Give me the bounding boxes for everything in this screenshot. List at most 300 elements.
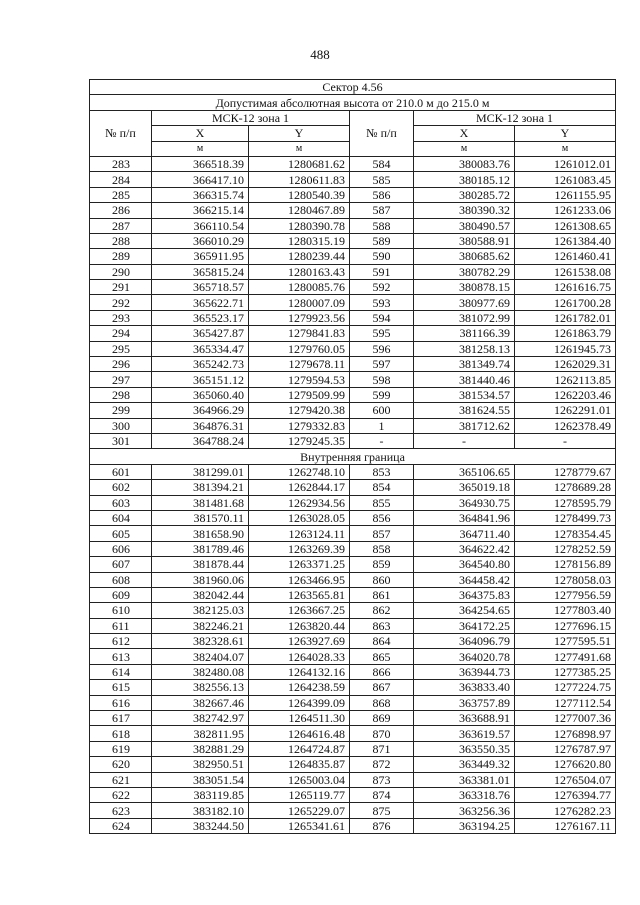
point-number: 285 <box>90 187 152 202</box>
x-coordinate-2: 364841.96 <box>414 510 515 525</box>
x-coordinate-2: 363381.01 <box>414 772 515 787</box>
x-coordinate: 381960.06 <box>152 572 249 587</box>
table-row <box>90 372 616 387</box>
x-coordinate: 365060.40 <box>152 387 249 402</box>
point-number-2: 872 <box>350 757 414 772</box>
x-coordinate-2: 363619.57 <box>414 726 515 741</box>
table-row <box>90 233 616 248</box>
column-y-right: Y <box>515 126 616 141</box>
table-row <box>90 187 616 202</box>
y-coordinate-2: 1261083.45 <box>515 172 616 187</box>
y-coordinate-2: 1261460.41 <box>515 249 616 264</box>
x-coordinate: 364966.29 <box>152 403 249 418</box>
y-coordinate-2: 1276620.80 <box>515 757 616 772</box>
table-row <box>90 634 616 649</box>
x-coordinate-2: 364930.75 <box>414 495 515 510</box>
x-coordinate-2: 364622.42 <box>414 541 515 556</box>
x-coordinate-2: 364020.78 <box>414 649 515 664</box>
point-number-2: 874 <box>350 787 414 802</box>
point-number: 622 <box>90 787 152 802</box>
section-divider <box>90 449 616 464</box>
y-coordinate-2: 1277595.51 <box>515 634 616 649</box>
x-coordinate-2: 364254.65 <box>414 603 515 618</box>
table-row <box>90 787 616 802</box>
point-number: 608 <box>90 572 152 587</box>
table-row <box>90 510 616 525</box>
point-number-2: 858 <box>350 541 414 556</box>
x-coordinate: 366215.14 <box>152 203 249 218</box>
y-coordinate: 1280540.39 <box>249 187 350 202</box>
x-coordinate-2: 380588.91 <box>414 233 515 248</box>
y-coordinate-2: 1276504.07 <box>515 772 616 787</box>
x-coordinate: 381570.11 <box>152 510 249 525</box>
x-coordinate-2: 380083.76 <box>414 156 515 171</box>
x-coordinate: 382556.13 <box>152 680 249 695</box>
x-coordinate: 382811.95 <box>152 726 249 741</box>
x-coordinate: 365815.24 <box>152 264 249 279</box>
y-coordinate-2: 1262203.46 <box>515 387 616 402</box>
table-row <box>90 156 616 171</box>
point-number-2: 598 <box>350 372 414 387</box>
y-coordinate: 1279678.11 <box>249 357 350 372</box>
x-coordinate-2: - <box>414 433 515 448</box>
point-number-2: 861 <box>350 587 414 602</box>
point-number: 299 <box>90 403 152 418</box>
table-row <box>90 418 616 433</box>
point-number: 287 <box>90 218 152 233</box>
point-number-2: 875 <box>350 803 414 818</box>
point-number: 611 <box>90 618 152 633</box>
section-title: Внутренняя граница <box>90 449 616 464</box>
x-coordinate-2: 363833.40 <box>414 680 515 695</box>
point-number-2: 600 <box>350 403 414 418</box>
table-row <box>90 495 616 510</box>
table-row <box>90 433 616 448</box>
point-number-2: 595 <box>350 326 414 341</box>
x-coordinate: 381789.46 <box>152 541 249 556</box>
point-number: 624 <box>90 818 152 833</box>
table-row <box>90 264 616 279</box>
y-coordinate-2: 1261308.65 <box>515 218 616 233</box>
x-coordinate-2: 381258.13 <box>414 341 515 356</box>
table-row <box>90 280 616 295</box>
table-row <box>90 680 616 695</box>
y-coordinate: 1264511.30 <box>249 711 350 726</box>
coordinate-system-right: МСК-12 зона 1 <box>414 110 616 125</box>
y-coordinate-2: 1262291.01 <box>515 403 616 418</box>
table-row <box>90 172 616 187</box>
point-number-2: 873 <box>350 772 414 787</box>
table-row <box>90 695 616 710</box>
x-coordinate: 382328.61 <box>152 634 249 649</box>
y-coordinate: 1279760.05 <box>249 341 350 356</box>
x-coordinate-2: 381712.62 <box>414 418 515 433</box>
x-coordinate: 365151.12 <box>152 372 249 387</box>
point-number: 620 <box>90 757 152 772</box>
y-coordinate: 1280085.76 <box>249 280 350 295</box>
y-coordinate-2: - <box>515 433 616 448</box>
point-number: 292 <box>90 295 152 310</box>
x-coordinate: 364788.24 <box>152 433 249 448</box>
x-coordinate: 365718.57 <box>152 280 249 295</box>
point-number: 613 <box>90 649 152 664</box>
y-coordinate: 1279332.83 <box>249 418 350 433</box>
x-coordinate: 382246.21 <box>152 618 249 633</box>
y-coordinate: 1280390.78 <box>249 218 350 233</box>
y-coordinate: 1280239.44 <box>249 249 350 264</box>
table-row <box>90 818 616 833</box>
point-number: 618 <box>90 726 152 741</box>
table-row <box>90 757 616 772</box>
x-coordinate: 365911.95 <box>152 249 249 264</box>
x-coordinate: 382125.03 <box>152 603 249 618</box>
x-coordinate: 366518.39 <box>152 156 249 171</box>
table-row <box>90 664 616 679</box>
x-coordinate: 366010.29 <box>152 233 249 248</box>
point-number-2: 862 <box>350 603 414 618</box>
table-row <box>90 295 616 310</box>
x-coordinate-2: 363318.76 <box>414 787 515 802</box>
table-header <box>90 80 616 157</box>
point-number: 294 <box>90 326 152 341</box>
point-number-2: 854 <box>350 480 414 495</box>
point-number: 623 <box>90 803 152 818</box>
y-coordinate-2: 1276898.97 <box>515 726 616 741</box>
x-coordinate-2: 363194.25 <box>414 818 515 833</box>
point-number: 293 <box>90 310 152 325</box>
x-coordinate: 383244.50 <box>152 818 249 833</box>
unit-y-right: м <box>515 141 616 156</box>
y-coordinate: 1263028.05 <box>249 510 350 525</box>
y-coordinate-2: 1277491.68 <box>515 649 616 664</box>
point-number: 616 <box>90 695 152 710</box>
point-number: 606 <box>90 541 152 556</box>
x-coordinate: 365334.47 <box>152 341 249 356</box>
point-number: 607 <box>90 557 152 572</box>
y-coordinate-2: 1276787.97 <box>515 741 616 756</box>
y-coordinate-2: 1261700.28 <box>515 295 616 310</box>
y-coordinate-2: 1278499.73 <box>515 510 616 525</box>
y-coordinate: 1263927.69 <box>249 634 350 649</box>
table-row <box>90 741 616 756</box>
y-coordinate: 1263466.95 <box>249 572 350 587</box>
inner-boundary-rows <box>90 464 616 833</box>
y-coordinate-2: 1277956.59 <box>515 587 616 602</box>
sector-title: Сектор 4.56 <box>90 80 616 95</box>
y-coordinate-2: 1277112.54 <box>515 695 616 710</box>
y-coordinate: 1264835.87 <box>249 757 350 772</box>
y-coordinate: 1279245.35 <box>249 433 350 448</box>
point-number-2: 867 <box>350 680 414 695</box>
y-coordinate-2: 1262378.49 <box>515 418 616 433</box>
table-row <box>90 464 616 479</box>
y-coordinate: 1264028.33 <box>249 649 350 664</box>
point-number: 610 <box>90 603 152 618</box>
y-coordinate: 1264238.59 <box>249 680 350 695</box>
x-coordinate-2: 380185.12 <box>414 172 515 187</box>
table-row <box>90 772 616 787</box>
y-coordinate: 1279594.53 <box>249 372 350 387</box>
y-coordinate-2: 1261012.01 <box>515 156 616 171</box>
point-number-2: 594 <box>350 310 414 325</box>
y-coordinate-2: 1277385.25 <box>515 664 616 679</box>
table-row <box>90 403 616 418</box>
x-coordinate: 364876.31 <box>152 418 249 433</box>
y-coordinate: 1264132.16 <box>249 664 350 679</box>
y-coordinate: 1265003.04 <box>249 772 350 787</box>
y-coordinate: 1263124.11 <box>249 526 350 541</box>
x-coordinate: 366417.10 <box>152 172 249 187</box>
x-coordinate-2: 363256.36 <box>414 803 515 818</box>
point-number: 621 <box>90 772 152 787</box>
coordinate-system-left: МСК-12 зона 1 <box>152 110 350 125</box>
point-number-2: 593 <box>350 295 414 310</box>
x-coordinate-2: 380878.15 <box>414 280 515 295</box>
y-coordinate: 1264399.09 <box>249 695 350 710</box>
point-number: 301 <box>90 433 152 448</box>
x-coordinate: 381658.90 <box>152 526 249 541</box>
x-coordinate: 383051.54 <box>152 772 249 787</box>
y-coordinate-2: 1278058.03 <box>515 572 616 587</box>
x-coordinate-2: 364458.42 <box>414 572 515 587</box>
point-number: 614 <box>90 664 152 679</box>
x-coordinate-2: 364711.40 <box>414 526 515 541</box>
y-coordinate-2: 1278779.67 <box>515 464 616 479</box>
x-coordinate-2: 381166.39 <box>414 326 515 341</box>
y-coordinate-2: 1277007.36 <box>515 711 616 726</box>
y-coordinate-2: 1262113.85 <box>515 372 616 387</box>
point-number-2: 590 <box>350 249 414 264</box>
x-coordinate-2: 381440.46 <box>414 372 515 387</box>
y-coordinate: 1279420.38 <box>249 403 350 418</box>
point-number-2: 870 <box>350 726 414 741</box>
table-row <box>90 803 616 818</box>
table-row <box>90 249 616 264</box>
x-coordinate-2: 380390.32 <box>414 203 515 218</box>
point-number-2: 585 <box>350 172 414 187</box>
point-number-2: 597 <box>350 357 414 372</box>
point-number: 617 <box>90 711 152 726</box>
x-coordinate: 382667.46 <box>152 695 249 710</box>
x-coordinate-2: 363944.73 <box>414 664 515 679</box>
table-row <box>90 649 616 664</box>
point-number: 300 <box>90 418 152 433</box>
x-coordinate-2: 364172.25 <box>414 618 515 633</box>
x-coordinate-2: 364540.80 <box>414 557 515 572</box>
x-coordinate: 382742.97 <box>152 711 249 726</box>
x-coordinate-2: 363449.32 <box>414 757 515 772</box>
x-coordinate-2: 380285.72 <box>414 187 515 202</box>
point-number-2: 1 <box>350 418 414 433</box>
x-coordinate: 381394.21 <box>152 480 249 495</box>
point-number: 289 <box>90 249 152 264</box>
x-coordinate: 366315.74 <box>152 187 249 202</box>
point-number: 286 <box>90 203 152 218</box>
point-number: 284 <box>90 172 152 187</box>
y-coordinate: 1264616.48 <box>249 726 350 741</box>
point-number: 283 <box>90 156 152 171</box>
table-row <box>90 203 616 218</box>
y-coordinate: 1262844.17 <box>249 480 350 495</box>
height-note: Допустимая абсолютная высота от 210.0 м до 215.0 м <box>90 95 616 110</box>
point-number-2: 868 <box>350 695 414 710</box>
point-number-2: 860 <box>350 572 414 587</box>
point-number-2: 589 <box>350 233 414 248</box>
y-coordinate-2: 1278595.79 <box>515 495 616 510</box>
point-number-2: 586 <box>350 187 414 202</box>
unit-x-left: м <box>152 141 249 156</box>
y-coordinate-2: 1277224.75 <box>515 680 616 695</box>
table-row <box>90 618 616 633</box>
x-coordinate: 382480.08 <box>152 664 249 679</box>
point-number: 605 <box>90 526 152 541</box>
table-row <box>90 341 616 356</box>
point-number: 290 <box>90 264 152 279</box>
point-number-2: 587 <box>350 203 414 218</box>
point-number-2: 588 <box>350 218 414 233</box>
x-coordinate-2: 363757.89 <box>414 695 515 710</box>
x-coordinate: 382404.07 <box>152 649 249 664</box>
y-coordinate-2: 1261233.06 <box>515 203 616 218</box>
point-number-2: 596 <box>350 341 414 356</box>
table-row <box>90 526 616 541</box>
x-coordinate-2: 380685.62 <box>414 249 515 264</box>
point-number: 601 <box>90 464 152 479</box>
y-coordinate: 1265229.07 <box>249 803 350 818</box>
point-number: 296 <box>90 357 152 372</box>
y-coordinate: 1280467.89 <box>249 203 350 218</box>
x-coordinate: 382881.29 <box>152 741 249 756</box>
y-coordinate: 1280163.43 <box>249 264 350 279</box>
column-number-right: № п/п <box>350 110 414 156</box>
x-coordinate-2: 363688.91 <box>414 711 515 726</box>
x-coordinate-2: 380977.69 <box>414 295 515 310</box>
point-number-2: 584 <box>350 156 414 171</box>
x-coordinate: 365242.73 <box>152 357 249 372</box>
table-row <box>90 218 616 233</box>
coordinates-table <box>89 79 616 834</box>
unit-x-right: м <box>414 141 515 156</box>
y-coordinate-2: 1278156.89 <box>515 557 616 572</box>
x-coordinate: 381878.44 <box>152 557 249 572</box>
y-coordinate: 1263269.39 <box>249 541 350 556</box>
y-coordinate: 1265341.61 <box>249 818 350 833</box>
column-y-left: Y <box>249 126 350 141</box>
point-number-2: 871 <box>350 741 414 756</box>
y-coordinate: 1263820.44 <box>249 618 350 633</box>
point-number: 604 <box>90 510 152 525</box>
point-number-2: 869 <box>350 711 414 726</box>
point-number-2: 855 <box>350 495 414 510</box>
x-coordinate: 382042.44 <box>152 587 249 602</box>
x-coordinate-2: 364096.79 <box>414 634 515 649</box>
y-coordinate-2: 1261782.01 <box>515 310 616 325</box>
table-row <box>90 603 616 618</box>
outer-boundary-rows <box>90 156 616 448</box>
y-coordinate-2: 1277803.40 <box>515 603 616 618</box>
point-number: 297 <box>90 372 152 387</box>
y-coordinate-2: 1278354.45 <box>515 526 616 541</box>
y-coordinate: 1279923.56 <box>249 310 350 325</box>
column-x-right: X <box>414 126 515 141</box>
point-number-2: 863 <box>350 618 414 633</box>
y-coordinate-2: 1276282.23 <box>515 803 616 818</box>
table-row <box>90 711 616 726</box>
point-number-2: 853 <box>350 464 414 479</box>
point-number-2: - <box>350 433 414 448</box>
table-row <box>90 541 616 556</box>
x-coordinate-2: 365019.18 <box>414 480 515 495</box>
x-coordinate: 381299.01 <box>152 464 249 479</box>
y-coordinate: 1280007.09 <box>249 295 350 310</box>
y-coordinate: 1280315.19 <box>249 233 350 248</box>
y-coordinate-2: 1276394.77 <box>515 787 616 802</box>
table-row <box>90 726 616 741</box>
column-number-left: № п/п <box>90 110 152 156</box>
point-number: 615 <box>90 680 152 695</box>
point-number-2: 866 <box>350 664 414 679</box>
y-coordinate: 1279841.83 <box>249 326 350 341</box>
table-row <box>90 310 616 325</box>
column-x-left: X <box>152 126 249 141</box>
y-coordinate: 1279509.99 <box>249 387 350 402</box>
x-coordinate-2: 381624.55 <box>414 403 515 418</box>
point-number-2: 864 <box>350 634 414 649</box>
point-number: 295 <box>90 341 152 356</box>
y-coordinate: 1262748.10 <box>249 464 350 479</box>
y-coordinate-2: 1261863.79 <box>515 326 616 341</box>
x-coordinate: 365523.17 <box>152 310 249 325</box>
y-coordinate: 1280681.62 <box>249 156 350 171</box>
y-coordinate-2: 1261616.75 <box>515 280 616 295</box>
x-coordinate: 383182.10 <box>152 803 249 818</box>
x-coordinate-2: 364375.83 <box>414 587 515 602</box>
page-number: 488 <box>310 47 330 62</box>
y-coordinate-2: 1261945.73 <box>515 341 616 356</box>
y-coordinate: 1280611.83 <box>249 172 350 187</box>
x-coordinate: 382950.51 <box>152 757 249 772</box>
y-coordinate: 1262934.56 <box>249 495 350 510</box>
y-coordinate: 1263667.25 <box>249 603 350 618</box>
y-coordinate: 1265119.77 <box>249 787 350 802</box>
y-coordinate-2: 1262029.31 <box>515 357 616 372</box>
x-coordinate: 381481.68 <box>152 495 249 510</box>
y-coordinate: 1263565.81 <box>249 587 350 602</box>
point-number-2: 592 <box>350 280 414 295</box>
y-coordinate-2: 1261538.08 <box>515 264 616 279</box>
table-row <box>90 572 616 587</box>
x-coordinate-2: 381534.57 <box>414 387 515 402</box>
table-row <box>90 480 616 495</box>
x-coordinate: 365622.71 <box>152 295 249 310</box>
y-coordinate-2: 1277696.15 <box>515 618 616 633</box>
point-number-2: 876 <box>350 818 414 833</box>
point-number: 612 <box>90 634 152 649</box>
table-row <box>90 326 616 341</box>
x-coordinate-2: 381072.99 <box>414 310 515 325</box>
table-row <box>90 557 616 572</box>
point-number-2: 865 <box>350 649 414 664</box>
point-number: 603 <box>90 495 152 510</box>
x-coordinate: 365427.87 <box>152 326 249 341</box>
x-coordinate-2: 365106.65 <box>414 464 515 479</box>
point-number: 291 <box>90 280 152 295</box>
x-coordinate: 383119.85 <box>152 787 249 802</box>
table-row <box>90 387 616 402</box>
table-row <box>90 587 616 602</box>
y-coordinate: 1264724.87 <box>249 741 350 756</box>
y-coordinate-2: 1278689.28 <box>515 480 616 495</box>
